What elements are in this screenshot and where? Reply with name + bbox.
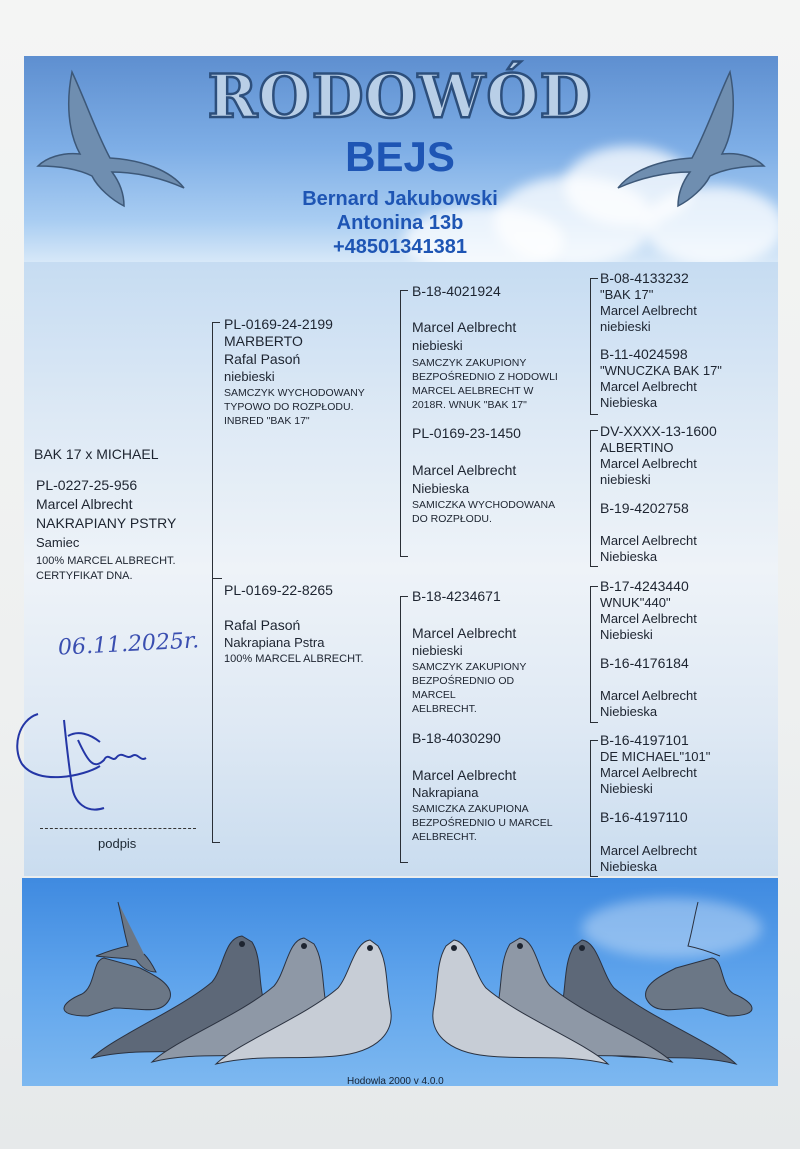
ggp1-color: niebieski	[600, 319, 651, 334]
gp3-note-1: SAMCZYK ZAKUPIONY	[412, 661, 527, 673]
gp4-note-3: AELBRECHT.	[412, 831, 477, 843]
father-name: MARBERTO	[224, 333, 303, 349]
ggp3-breeder: Marcel Aelbrecht	[600, 456, 697, 471]
subject-breeder: Marcel Albrecht	[36, 496, 133, 512]
father-breeder: Rafal Pasoń	[224, 351, 301, 367]
ggp5-breeder: Marcel Aelbrecht	[600, 611, 697, 626]
signature-label: podpis	[98, 836, 137, 851]
owner-address: Antonina 13b	[336, 212, 464, 234]
gp1-color: niebieski	[412, 338, 463, 353]
bracket-tick	[400, 596, 408, 597]
mother-ring: PL-0169-22-8265	[224, 582, 333, 598]
bracket-paternal-grandparents	[400, 290, 401, 556]
ggp3-name: ALBERTINO	[600, 440, 674, 455]
bracket-tick	[590, 876, 598, 877]
bracket-ggp-3	[590, 586, 591, 722]
ggp4-ring: B-19-4202758	[600, 500, 689, 516]
ggp7-color: Niebieski	[600, 781, 653, 796]
bracket-tick	[212, 578, 222, 579]
bracket-tick	[590, 722, 598, 723]
bracket-parents	[212, 322, 213, 842]
ggp7-breeder: Marcel Aelbrecht	[600, 765, 697, 780]
ggp8-color: Niebieska	[600, 859, 658, 874]
ggp2-breeder: Marcel Aelbrecht	[600, 379, 697, 394]
subject-color: NAKRAPIANY PSTRY	[36, 515, 177, 531]
gp3-note-4: AELBRECHT.	[412, 703, 477, 715]
bracket-tick	[590, 586, 598, 587]
owner-name: Bernard Jakubowski	[302, 188, 498, 210]
ggp2-color: Niebieska	[600, 395, 658, 410]
subject-note-2: CERTYFIKAT DNA.	[36, 570, 133, 582]
bracket-tick	[400, 862, 408, 863]
mother-note-1: 100% MARCEL ALBRECHT.	[224, 653, 364, 665]
gp4-breeder: Marcel Aelbrecht	[412, 767, 517, 783]
subject-sex: Samiec	[36, 535, 80, 550]
ggp1-breeder: Marcel Aelbrecht	[600, 303, 697, 318]
ggp7-ring: B-16-4197101	[600, 732, 689, 748]
ggp2-ring: B-11-4024598	[600, 346, 688, 362]
ggp7-name: DE MICHAEL"101"	[600, 749, 711, 764]
subject-pairing: BAK 17 x MICHAEL	[34, 446, 159, 462]
owner-phone: +48501341381	[332, 236, 468, 258]
subject-note-1: 100% MARCEL ALBRECHT.	[36, 555, 176, 567]
gp1-note-2: BEZPOŚREDNIO Z HODOWLI	[412, 371, 558, 383]
bracket-tick	[212, 322, 220, 323]
gp1-breeder: Marcel Aelbrecht	[412, 319, 517, 335]
bracket-ggp-4	[590, 740, 591, 876]
pigeons-group-right-image	[422, 898, 772, 1086]
gp4-ring: B-18-4030290	[412, 730, 501, 746]
signature-date: 06.11.2025r.	[57, 628, 200, 661]
gp4-note-1: SAMICZKA ZAKUPIONA	[412, 803, 529, 815]
bracket-maternal-grandparents	[400, 596, 401, 862]
gp1-note-1: SAMCZYK ZAKUPIONY	[412, 357, 527, 369]
ggp4-color: Niebieska	[600, 549, 658, 564]
father-note-2: TYPOWO DO ROZPŁODU.	[224, 401, 354, 413]
gp2-note-2: DO ROZPŁODU.	[412, 513, 492, 525]
gp3-color: niebieski	[412, 643, 463, 658]
bracket-tick	[400, 556, 408, 557]
ggp6-color: Niebieska	[600, 704, 658, 719]
gp3-breeder: Marcel Aelbrecht	[412, 625, 517, 641]
gp2-ring: PL-0169-23-1450	[412, 425, 521, 441]
father-ring: PL-0169-24-2199	[224, 316, 333, 332]
gp1-ring: B-18-4021924	[412, 283, 501, 299]
gp2-breeder: Marcel Aelbrecht	[412, 462, 517, 478]
gp3-note-3: MARCEL	[412, 689, 456, 701]
bracket-tick	[590, 414, 598, 415]
bracket-tick	[212, 842, 220, 843]
ggp5-color: Niebieski	[600, 627, 653, 642]
gp3-note-2: BEZPOŚREDNIO OD	[412, 675, 515, 687]
ggp5-ring: B-17-4243440	[600, 578, 689, 594]
loft-name: BEJS	[345, 133, 455, 180]
ggp3-ring: DV-XXXX-13-1600	[600, 423, 717, 439]
bracket-tick	[590, 430, 598, 431]
ggp2-name: "WNUCZKA BAK 17"	[600, 363, 722, 378]
father-color: niebieski	[224, 369, 275, 384]
mother-breeder: Rafal Pasoń	[224, 617, 301, 633]
ggp6-breeder: Marcel Aelbrecht	[600, 688, 697, 703]
handwritten-signature	[8, 700, 178, 820]
ggp1-name: "BAK 17"	[600, 287, 654, 302]
gp4-color: Nakrapiana	[412, 785, 479, 800]
gp2-color: Niebieska	[412, 481, 470, 496]
gp1-note-3: MARCEL AELBRECHT W	[412, 385, 534, 397]
ggp1-ring: B-08-4133232	[600, 270, 689, 286]
ggp8-ring: B-16-4197110	[600, 809, 688, 825]
document-title: RODOWÓD	[207, 62, 593, 132]
ggp4-breeder: Marcel Aelbrecht	[600, 533, 697, 548]
father-note-3: INBRED "BAK 17"	[224, 415, 310, 427]
bracket-tick	[590, 740, 598, 741]
ggp8-breeder: Marcel Aelbrecht	[600, 843, 697, 858]
subject-ring: PL-0227-25-956	[36, 477, 138, 493]
bracket-ggp-1	[590, 278, 591, 414]
bracket-tick	[400, 290, 408, 291]
ggp6-ring: B-16-4176184	[600, 655, 689, 671]
signature-line	[40, 828, 196, 829]
software-version: Hodowla 2000 v 4.0.0	[347, 1076, 444, 1087]
mother-color: Nakrapiana Pstra	[224, 635, 325, 650]
bracket-ggp-2	[590, 430, 591, 566]
footer-banner	[22, 878, 778, 1086]
bracket-tick	[590, 566, 598, 567]
pigeons-group-left-image	[52, 898, 412, 1086]
father-note-1: SAMCZYK WYCHODOWANY	[224, 387, 365, 399]
gp3-ring: B-18-4234671	[412, 588, 501, 604]
gp2-note-1: SAMICZKA WYCHODOWANA	[412, 499, 556, 511]
bracket-tick	[590, 278, 598, 279]
ggp3-color: niebieski	[600, 472, 651, 487]
gp4-note-2: BEZPOŚREDNIO U MARCEL	[412, 817, 553, 829]
ggp5-name: WNUK"440"	[600, 595, 671, 610]
gp1-note-4: 2018R. WNUK "BAK 17"	[412, 399, 527, 411]
